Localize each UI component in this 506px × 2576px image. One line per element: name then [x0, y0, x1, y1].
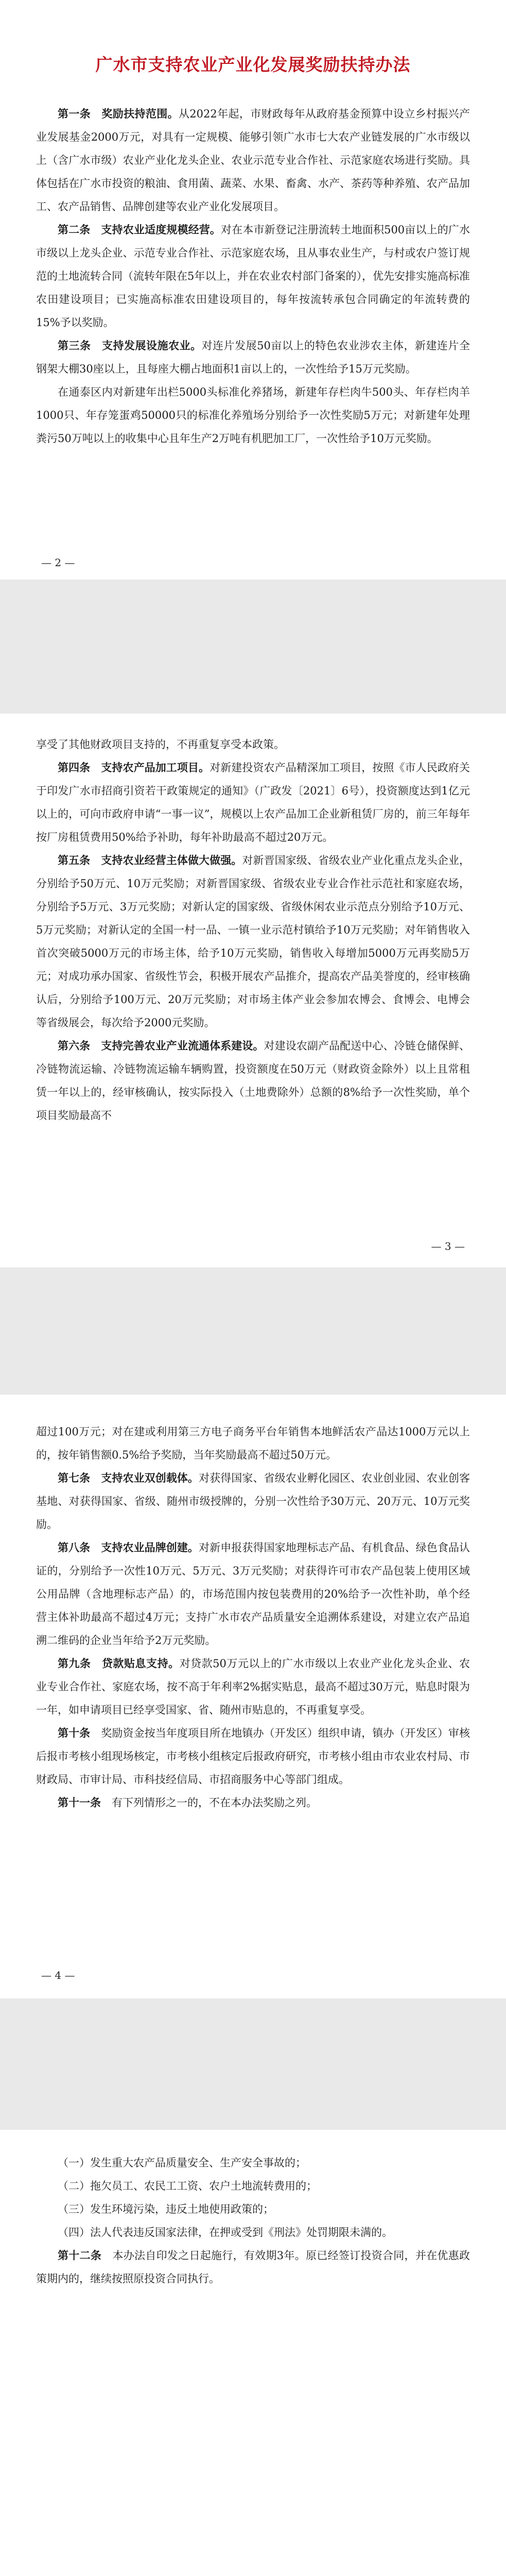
article-1 [36, 103, 470, 218]
article-7 [36, 1467, 470, 1536]
page-separator [0, 580, 506, 714]
article-3 [36, 334, 470, 381]
document-page [0, 0, 506, 580]
article-6-continued [36, 1420, 470, 1467]
article-text: 对获得国家、省级农业孵化园区、农业创业园、农业创客基地、对获得国家、省级、随州市级授牌的，分别一次性给予30万元、20万元、10万元奖励。 [36, 1472, 470, 1531]
list-item-text: （一）发生重大农产品质量安全、生产安全事故的； [58, 2157, 306, 2169]
article-heading: 第五条 支持农业经营主体做大做强。 [58, 854, 242, 867]
article-heading: 第三条 支持发展设施农业。 [58, 340, 202, 352]
page-separator [0, 1267, 506, 1395]
list-item [36, 2198, 470, 2221]
article-2 [36, 218, 470, 334]
article-8 [36, 1536, 470, 1652]
list-item-text: （二）拖欠员工、农民工工资、农户土地流转费用的； [58, 2180, 317, 2192]
article-4 [36, 756, 470, 849]
page-body [36, 103, 470, 450]
document-title: 广水市支持农业产业化发展奖励扶持办法 [95, 55, 411, 75]
article-12 [36, 2244, 470, 2291]
document-page [0, 714, 506, 1267]
article-text: 有下列情形之一的，不在本办法奖励之列。 [112, 1797, 317, 1809]
article-text: 对贷款50万元以上的广水市级以上农业产业化龙头企业、农业专业合作社、家庭农场，按不高于年利率2%据实贴息，最高不超过30万元，贴息时限为一年，如申请项目已经享受国家、省、随州市贴息的，不再重复享受。 [36, 1657, 470, 1716]
article-6 [36, 1035, 470, 1127]
article-text: 对在本市新登记注册流转土地面积500亩以上的广水市级以上龙头企业、示范专业合作社、示范家庭农场，且从事农业生产，与村或农户签订规范的土地流转合同（流转年限在5年以上，并在农业农村部门备案的），优先安排实施高标准农田建设项目；已实施高标准农田建设项目的，每年按流转承包合同确定的年流转费的15%予以奖励。 [36, 224, 470, 329]
article-text: 对新申报获得国家地理标志产品、有机食品、绿色食品认证的，分别给予一次性10万元、5万元、3万元奖励；对获得许可市农产品包装上使用区域公用品牌（含地理标志产品）的，市场范围内按包装费用的20%给予一次性补助，单个经营主体补助最高不超过4万元；支持广水市农产品质量安全追溯体系建设，对建立农产品追溯二维码的企业当年给予2万元奖励。 [36, 1541, 470, 1647]
article-text: 在通泰区内对新建年出栏5000头标准化养猪场，新建年存栏肉牛500头、年存栏肉羊1000只、年存笼蛋鸡50000只的标准化养殖场分别给予一次性奖励5万元；对新建年处理粪污50万吨以上的收集中心且年生产2万吨有机肥加工厂，一次性给予10万元奖励。 [36, 386, 470, 445]
document-page [0, 1395, 506, 1998]
document-page [0, 2130, 506, 2576]
article-heading: 第十一条 [58, 1797, 112, 1809]
page-separator [0, 1998, 506, 2130]
article-heading: 第七条 支持农业双创载体。 [58, 1472, 199, 1484]
list-item [36, 2221, 470, 2244]
article-9 [36, 1652, 470, 1722]
list-item [36, 2151, 470, 2175]
article-heading: 第六条 支持完善农业产业流通体系建设。 [58, 1040, 264, 1052]
article-text: 从2022年起，市财政每年从政府基金预算中设立乡村振兴产业发展基金2000万元，对具有一定规模、能够引领广水市七大农产业链发展的广水市级以上（含广水市级）农业产业化龙头企业、农业示范专业合作社、示范家庭农场进行奖励。具体包括在广水市投资的粮油、食用菌、蔬菜、水果、畜禽、水产、茶药等种养殖、农产品加工、农产品销售、品牌创建等农业产业化发展项目。 [36, 108, 470, 213]
page-number: — 4 — [41, 1969, 75, 1981]
article-10 [36, 1722, 470, 1791]
article-text: 对新晋国家级、省级农业产业化重点龙头企业，分别给予50万元、10万元奖励；对新晋国家级、省级农业专业合作社示范社和家庭农场，分别给予5万元、3万元奖励；对新认定的国家级、省级休闲农业示范点分别给予10万元、5万元奖励；对新认定的全国一村一品、一镇一业示范村镇给予10万元奖励；对年销售收入首次突破5000万元的市场主体，给予10万元奖励，销售收入每增加5000万元再奖励5万元；对成功承办国家、省级性节会，积极开展农产品推介，提高农产品美誉度的，经审核确认后，分别给予100万元、20万元奖励；对市场主体产业会参加农博会、食博会、电博会等省级展会，每次给予2000元奖励。 [36, 854, 470, 1029]
list-item [36, 2175, 470, 2198]
article-11 [36, 1791, 470, 1815]
article-text: 本办法自印发之日起施行，有效期3年。原已经签订投资合同，并在优惠政策期内的，继续按照原投资合同执行。 [36, 2249, 470, 2285]
page-body [36, 2151, 470, 2291]
article-3-continued [36, 381, 470, 450]
article-text: 对建设农副产品配送中心、冷链仓储保鲜、冷链物流运输、冷链物流运输车辆购置，投资额度在50万元（财政资金除外）以上且常租赁一年以上的，经审核确认，按实际投入（土地费除外）总额的8%给予一次性奖励，单个项目奖励最高不 [36, 1040, 470, 1122]
article-heading: 第二条 支持农业适度规模经营。 [58, 224, 221, 236]
article-heading: 第十条 [58, 1727, 101, 1739]
article-heading: 第十二条 [58, 2249, 113, 2262]
article-text: 奖励资金按当年度项目所在地镇办（开发区）组织申请，镇办（开发区）审核后报市考核小组现场核定，市考核小组核定后报政府研究，市考核小组由市农业农村局、市财政局、市审计局、市科技经信局、市招商服务中心等部门组成。 [36, 1727, 470, 1786]
list-item-text: （三）发生环境污染，违反土地使用政策的； [58, 2203, 274, 2215]
article-continued [36, 733, 470, 756]
article-text: 对新建投资农产品精深加工项目，按照《市人民政府关于印发广水市招商引资若干政策规定的通知》（广政发〔2021〕6号），投资额度达到1亿元以上的，可向市政府申请“一事一议”，规模以上农产品加工企业新租赁厂房的，前三年每年按厂房租赁费用50%给予补助，每年补助最高不超过20万元。 [36, 761, 470, 843]
page-body [36, 1420, 470, 1815]
list-item-text: （四）法人代表违反国家法律，在押或受到《刑法》处罚期限未满的。 [58, 2226, 393, 2239]
article-heading: 第一条 奖励扶持范围。 [58, 108, 179, 120]
article-text: 享受了其他财政项目支持的，不再重复享受本政策。 [36, 738, 285, 751]
article-heading: 第八条 支持农业品牌创建。 [58, 1541, 199, 1554]
article-text: 对连片发展50亩以上的特色农业涉农主体，新建连片全钢架大棚30座以上，且每座大棚占地面积1亩以上的，一次性给予15万元奖励。 [36, 340, 470, 375]
article-heading: 第四条 支持农产品加工项目。 [58, 761, 210, 774]
page-number: — 3 — [431, 1240, 465, 1252]
page-number: — 2 — [41, 556, 75, 569]
article-heading: 第九条 贷款贴息支持。 [58, 1657, 180, 1670]
article-text: 超过100万元；对在建或利用第三方电子商务平台年销售本地鲜活农产品达1000万元以上的，按年销售额0.5%给予奖励，当年奖励最高不超过50万元。 [36, 1426, 470, 1461]
page-body [36, 733, 470, 1127]
article-5 [36, 849, 470, 1035]
